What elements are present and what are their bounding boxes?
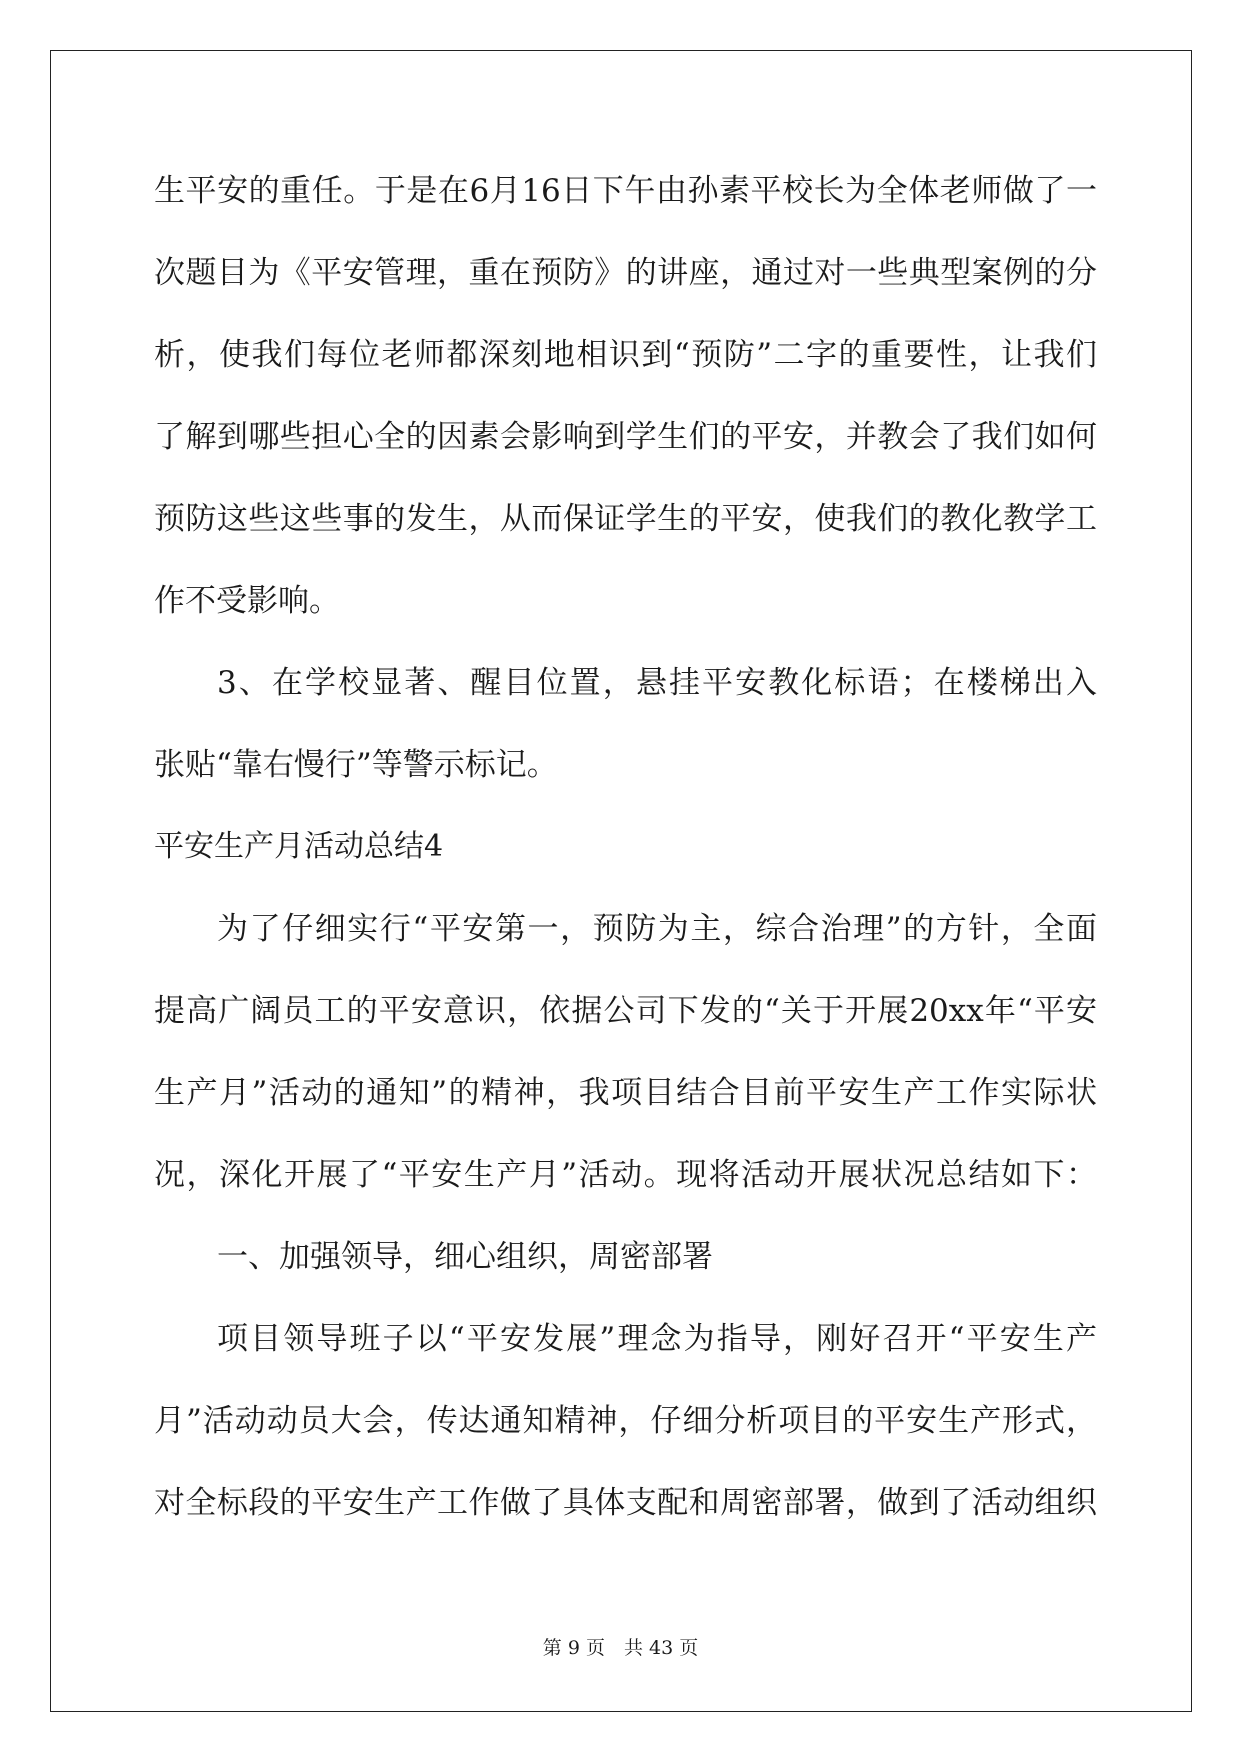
paragraph-line: 作不受影响。	[154, 583, 340, 619]
paragraph-line: 为了仔细实行“平安第一，预防为主，综合治理”的方针，全面	[217, 911, 1097, 947]
paragraph-line: 生产月”活动的通知”的精神，我项目结合目前平安生产工作实际状	[154, 1075, 1097, 1111]
paragraph-line: 次题目为《平安管理，重在预防》的讲座，通过对一些典型案例的分	[154, 255, 1097, 291]
paragraph-line: 张贴“靠右慢行”等警示标记。	[154, 747, 558, 783]
paragraph-line: 析，使我们每位老师都深刻地相识到“预防”二字的重要性，让我们	[154, 337, 1097, 373]
paragraph-line: 了解到哪些担心全的因素会影响到学生们的平安，并教会了我们如何	[154, 419, 1097, 455]
section-heading: 平安生产月活动总结4	[154, 829, 444, 864]
paragraph-line: 月”活动动员大会，传达通知精神，仔细分析项目的平安生产形式，	[154, 1403, 1097, 1439]
page-number-footer: 第 9 页 共 43 页	[542, 1637, 699, 1659]
paragraph-line: 对全标段的平安生产工作做了具体支配和周密部署，做到了活动组织	[154, 1485, 1097, 1521]
paragraph-line: 项目领导班子以“平安发展”理念为指导，刚好召开“平安生产	[217, 1321, 1097, 1357]
paragraph-line: 3、在学校显著、醒目位置，悬挂平安教化标语；在楼梯出入	[217, 665, 1097, 701]
subsection-heading: 一、加强领导，细心组织，周密部署	[217, 1239, 713, 1275]
paragraph-line: 况，深化开展了“平安生产月”活动。现将活动开展状况总结如下：	[154, 1157, 1097, 1193]
paragraph-line: 预防这些这些事的发生，从而保证学生的平安，使我们的教化教学工	[154, 501, 1097, 537]
document-body	[154, 150, 1097, 1544]
paragraph-line: 生平安的重任。于是在6月16日下午由孙素平校长为全体老师做了一	[154, 173, 1097, 209]
paragraph-line: 提高广阔员工的平安意识，依据公司下发的“关于开展20xx年“平安	[154, 993, 1097, 1029]
